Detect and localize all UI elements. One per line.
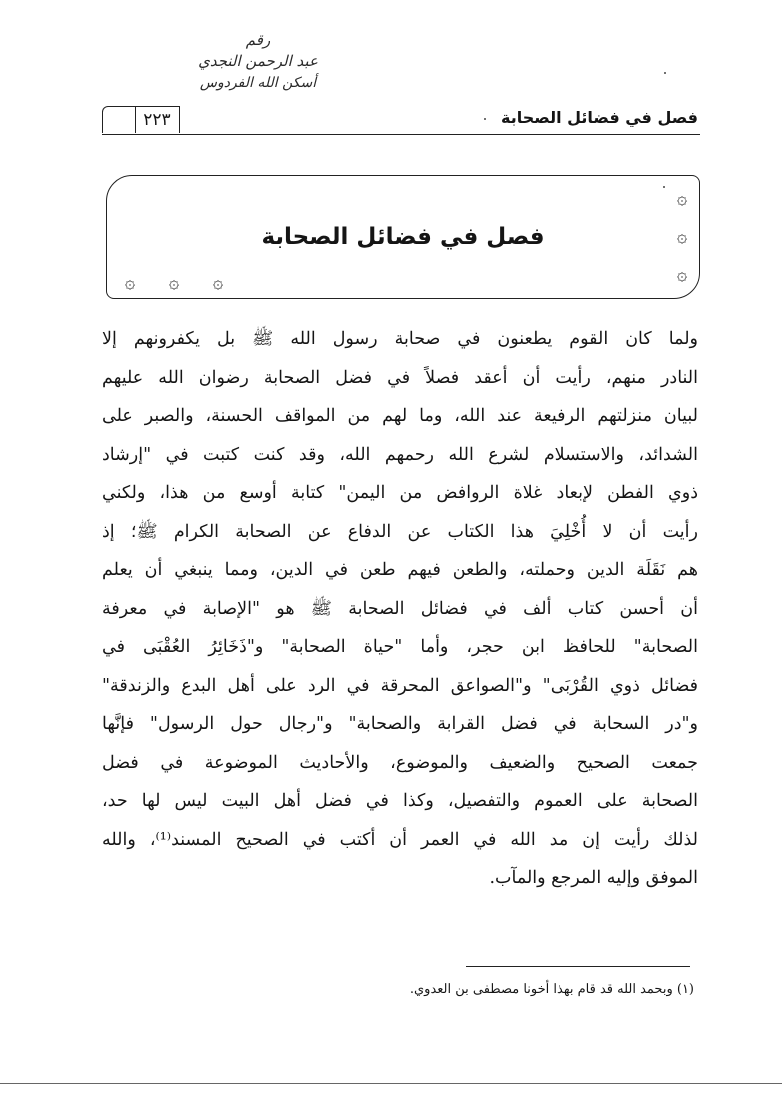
text-line: و"در السحابة في فضل القرابة والصحابة" و"رجال حول الرسول" فإنَّها	[102, 714, 698, 734]
ornament-icon: ۞	[212, 272, 224, 293]
page-header	[102, 108, 700, 135]
text-line: الصحابة" للحافظ ابن حجر، وأما "حياة الصحابة" و"ذَخَائِرُ العُقْبَى في	[102, 637, 698, 657]
chapter-title-frame	[106, 175, 700, 299]
text-line: لبيان منزلتهم الرفيعة عند الله، وما لهم من المواقف الحسنة، والصبر على	[102, 406, 698, 426]
page-number-box	[102, 106, 180, 133]
ornament-icon: ۞	[124, 272, 136, 293]
text-line: ولما كان القوم يطعنون في صحابة رسول الله ﷺ بل يكفرونهم إلا	[102, 329, 698, 349]
ornament-icon: ۞	[676, 264, 688, 285]
text-line: جمعت الصحيح والضعيف والموضوع، والأحاديث الموضوعة في فضل	[102, 752, 698, 773]
stamp-line-3: أسكن الله الفردوس	[199, 75, 317, 91]
text-line: ذوي الفطن لإبعاد غلاة الروافض من اليمن" كتابة أوسع من هذا، ولكني	[102, 483, 698, 503]
text-line: رأيت أن لا أُخْلِيَ هذا الكتاب عن الدفاع عن الصحابة الكرام ﷺ؛ إذ	[102, 521, 698, 542]
ornament-icon: ۞	[676, 188, 688, 209]
scan-speck	[484, 118, 486, 120]
footnote-rule	[466, 966, 690, 967]
ornament-icon: ۞	[676, 226, 688, 247]
stamp-line-1: رقم	[245, 31, 271, 49]
text-line: أن أحسن كتاب ألف في فضائل الصحابة ﷺ هو "الإصابة في معرفة	[102, 598, 698, 619]
chapter-title: فصل في فضائل الصحابة	[261, 224, 545, 250]
scan-speck	[663, 186, 665, 188]
text-line: الشدائد، والاستسلام لشرع الله رحمهم الله، وقد كنت كتبت في "إرشاد	[102, 444, 698, 465]
text-line: هم نَقَلَة الدين وحملته، والطعن فيهم طعن في الدين، ومما ينبغي أن يعلم	[102, 560, 698, 580]
scan-speck	[664, 72, 666, 74]
stamp-line-2: عبد الرحمن النجدي	[198, 52, 318, 70]
owner-stamp	[178, 30, 338, 106]
page-bottom-edge	[0, 1083, 782, 1084]
body-text	[102, 320, 698, 898]
page-number: ٢٢٣	[143, 110, 171, 130]
text-line: الصحابة على العموم والتفصيل، وكذا في فضل أهل البيت ليس لها حد،	[102, 791, 698, 811]
footnote: (١) وبحمد الله قد قام بهذا أخونا مصطفى بن العدوي.	[409, 982, 694, 997]
ornament-icon: ۞	[168, 272, 180, 293]
text-line: فضائل ذوي القُرْبَى" و"الصواعق المحرقة في الرد على أهل البدع والزندقة"	[102, 675, 698, 696]
running-head: فصل في فضائل الصحابة	[501, 108, 698, 127]
text-line: النادر منهم، رأيت أن أعقد فصلاً في فضل الصحابة رضوان الله عليهم	[102, 367, 698, 388]
text-line: لذلك رأيت إن مد الله في العمر أن أكتب في الصحيح المسند⁽¹⁾، والله	[102, 829, 698, 850]
text-line: الموفق وإليه المرجع والمآب.	[489, 868, 698, 888]
